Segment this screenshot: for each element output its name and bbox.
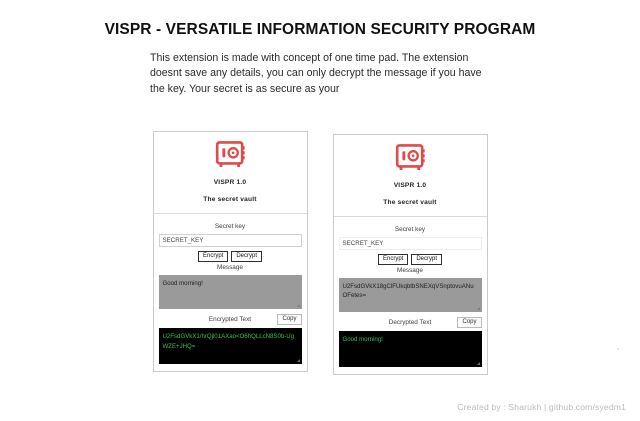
page-artifact: [617, 348, 619, 350]
intro-text: This extension is made with concept of one time pad. The extension doesnt save any details, you can only decrypt the message if you have the key. Your secret is as secure as your: [150, 51, 482, 95]
app-name: VISPR 1.0: [213, 179, 247, 186]
panel-body: [154, 214, 307, 371]
panel-header: [334, 135, 487, 217]
decrypt-panel-card: [333, 134, 488, 375]
vault-icon: [340, 144, 481, 177]
secret-key-label: Secret key: [394, 226, 426, 233]
page-title: VISPR - VERSATILE INFORMATION SECURITY PROGRAM: [104, 21, 536, 38]
encrypt-panel-card: [153, 131, 308, 372]
resize-grip-icon[interactable]: [477, 307, 480, 310]
message-field-wrap: [339, 278, 482, 312]
resize-grip-icon[interactable]: [297, 359, 300, 362]
panel-body: [334, 217, 487, 374]
copy-button[interactable]: Copy: [277, 314, 301, 325]
output-field-wrap: [339, 331, 482, 367]
screenshot-gallery: [0, 131, 640, 372]
copy-button[interactable]: Copy: [457, 317, 481, 328]
intro-block: [150, 51, 490, 98]
output-label-row: [339, 317, 482, 328]
output-label: Encrypted Text: [208, 316, 252, 323]
resize-grip-icon[interactable]: [297, 304, 300, 307]
decrypt-button[interactable]: Decrypt: [411, 254, 442, 265]
message-label: Message: [397, 267, 423, 274]
output-label-row: [159, 314, 302, 325]
message-label: Message: [217, 264, 243, 271]
resize-grip-icon[interactable]: [477, 362, 480, 365]
message-textarea[interactable]: [339, 278, 482, 312]
app-tagline: The secret vault: [383, 199, 437, 206]
action-button-row: [159, 251, 302, 262]
output-label: Decrypted Text: [388, 319, 432, 326]
decrypt-button[interactable]: Decrypt: [231, 251, 262, 262]
action-button-row: [339, 254, 482, 265]
secret-key-label: Secret key: [214, 223, 246, 230]
encrypt-button[interactable]: Encrypt: [198, 251, 228, 262]
message-textarea[interactable]: [159, 275, 302, 309]
secret-key-input[interactable]: [339, 237, 482, 250]
output-field-wrap: [159, 328, 302, 364]
vault-icon: [160, 141, 301, 174]
app-name: VISPR 1.0: [393, 182, 427, 189]
footer-credit: Created by : Sharukh | github.com/syedm1: [457, 402, 626, 412]
output-textarea[interactable]: [159, 328, 302, 364]
secret-key-input[interactable]: [159, 234, 302, 247]
output-textarea[interactable]: [339, 331, 482, 367]
app-tagline: The secret vault: [203, 196, 257, 203]
panel-header: [154, 132, 307, 214]
encrypt-button[interactable]: Encrypt: [378, 254, 408, 265]
message-field-wrap: [159, 275, 302, 309]
